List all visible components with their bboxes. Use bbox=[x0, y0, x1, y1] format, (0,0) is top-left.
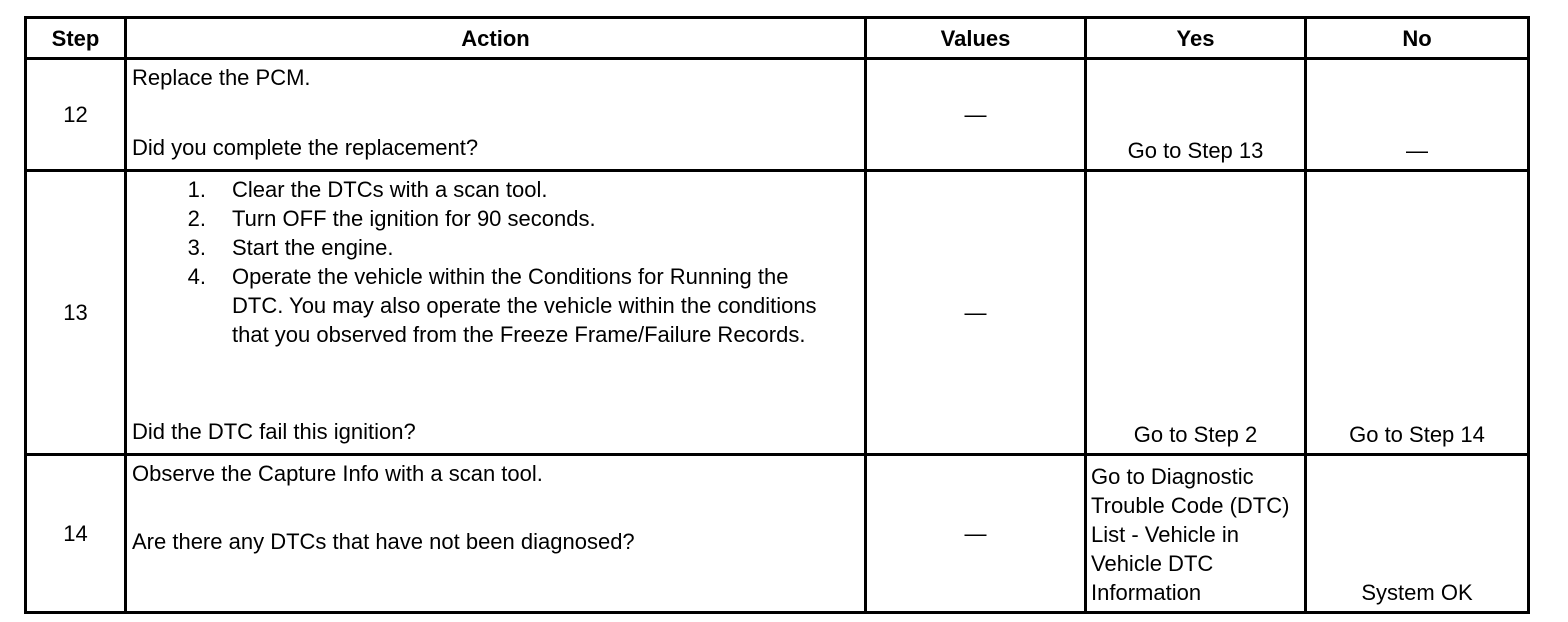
action-cell bbox=[126, 171, 866, 455]
step-number: 12 bbox=[26, 59, 126, 171]
list-item-number: 4. bbox=[187, 264, 206, 289]
list-item bbox=[132, 175, 860, 204]
no-cell: Go to Step 14 bbox=[1306, 171, 1529, 455]
action-question: Did the DTC fail this ignition? bbox=[132, 419, 416, 444]
header-values: Values bbox=[866, 18, 1086, 59]
step-number: 13 bbox=[26, 171, 126, 455]
action-cell bbox=[126, 455, 866, 613]
action-instruction: Replace the PCM. bbox=[132, 65, 311, 90]
yes-cell: Go to Step 13 bbox=[1086, 59, 1306, 171]
action-cell bbox=[126, 59, 866, 171]
values-cell: — bbox=[866, 59, 1086, 171]
diagnostic-table bbox=[24, 16, 1530, 614]
action-question: Are there any DTCs that have not been diagnosed? bbox=[132, 529, 635, 554]
values-cell: — bbox=[866, 171, 1086, 455]
list-item-number: 1. bbox=[187, 177, 206, 202]
table-row bbox=[26, 59, 1529, 171]
list-item bbox=[132, 233, 860, 262]
action-instruction: Observe the Capture Info with a scan tool. bbox=[132, 461, 543, 486]
step-number: 14 bbox=[26, 455, 126, 613]
action-question: Did you complete the replacement? bbox=[132, 135, 479, 160]
header-no: No bbox=[1306, 18, 1529, 59]
header-step: Step bbox=[26, 18, 126, 59]
list-item bbox=[132, 262, 860, 349]
header-yes: Yes bbox=[1086, 18, 1306, 59]
list-item-text: Turn OFF the ignition for 90 seconds. bbox=[232, 206, 596, 231]
table-row bbox=[26, 455, 1529, 613]
action-steps-list bbox=[132, 175, 860, 349]
list-item-text: Operate the vehicle within the Conditions for Running the DTC. You may also operate the vehicle within the conditions that you observed from the Freeze Frame/Failure Records. bbox=[232, 264, 817, 347]
yes-cell: Go to Step 2 bbox=[1086, 171, 1306, 455]
yes-cell-link[interactable]: Go to Diagnostic Trouble Code (DTC) List - Vehicle in Vehicle DTC Information bbox=[1086, 455, 1306, 613]
values-cell: — bbox=[866, 455, 1086, 613]
list-item-number: 2. bbox=[187, 206, 206, 231]
header-row bbox=[26, 18, 1529, 59]
no-cell: — bbox=[1306, 59, 1529, 171]
header-action: Action bbox=[126, 18, 866, 59]
no-cell: System OK bbox=[1306, 455, 1529, 613]
list-item-text: Start the engine. bbox=[232, 235, 394, 260]
list-item bbox=[132, 204, 860, 233]
table-row bbox=[26, 171, 1529, 455]
list-item-number: 3. bbox=[187, 235, 206, 260]
list-item-text: Clear the DTCs with a scan tool. bbox=[232, 177, 548, 202]
